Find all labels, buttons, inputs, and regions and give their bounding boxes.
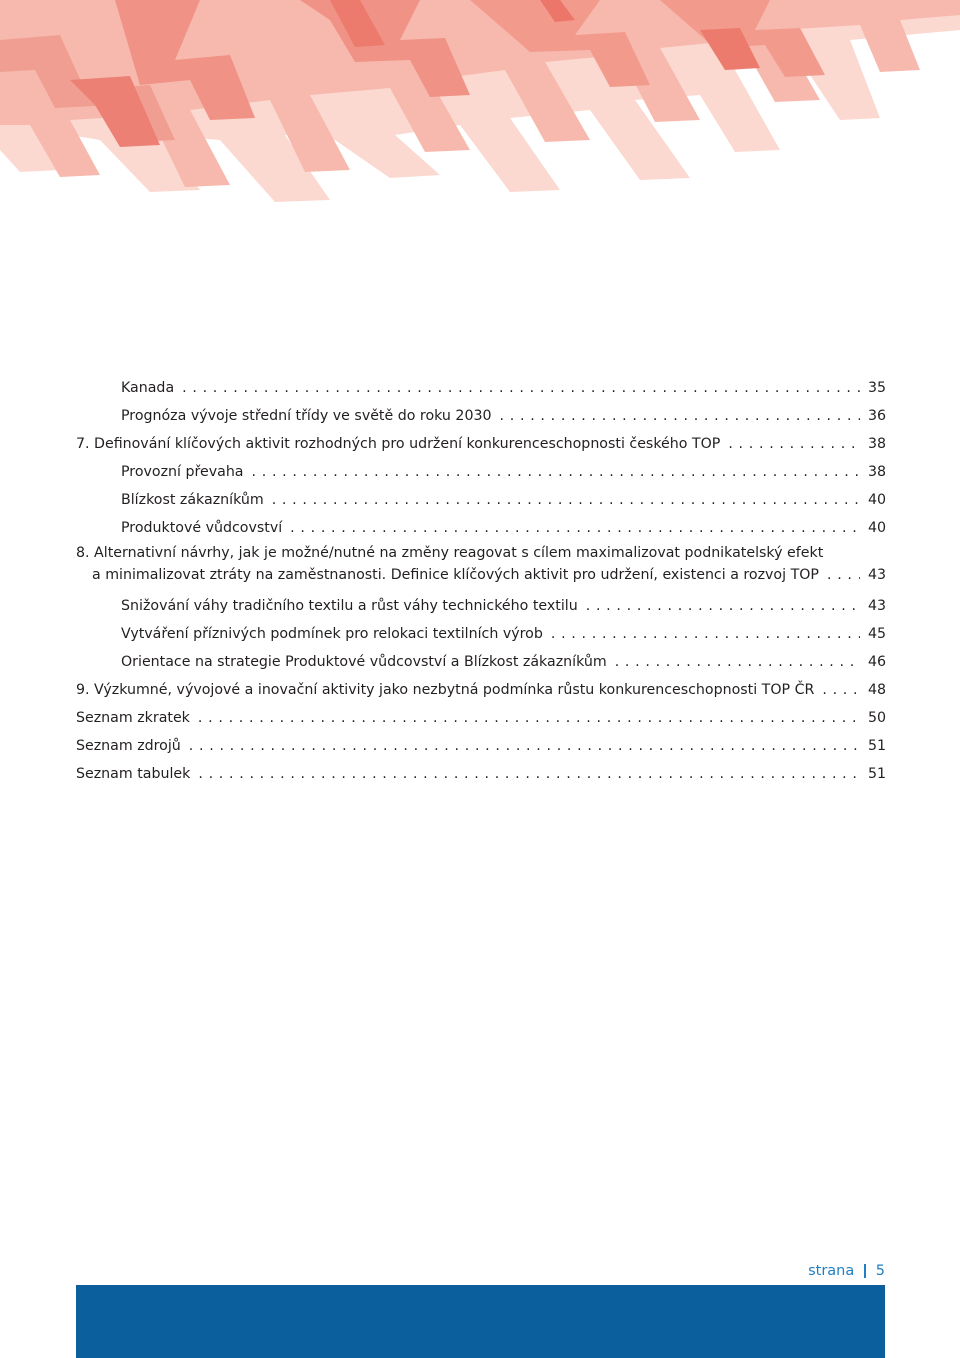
toc-entry-title: 7. Definování klíčových aktivit rozhodných pro udržení konkurenceschopnosti českého TOP xyxy=(76,436,721,452)
dot-leader xyxy=(500,402,860,430)
toc-entry-chapter-8-line1[interactable] xyxy=(76,543,886,564)
toc-entry-blizkost-zakaznikum[interactable] xyxy=(76,486,886,514)
dot-leader xyxy=(728,430,860,458)
toc-entry-page: 36 xyxy=(867,408,886,424)
toc-entry-title: Kanada xyxy=(121,380,175,396)
toc-entry-kanada[interactable] xyxy=(76,374,886,402)
toc-entry-title: Seznam tabulek xyxy=(76,766,191,782)
page-footer-label xyxy=(808,1263,885,1279)
dot-leader xyxy=(189,732,860,760)
toc-entry-page: 45 xyxy=(867,626,886,642)
toc-entry-produktove-vudcovstvi[interactable] xyxy=(76,514,886,542)
decorative-header-pattern xyxy=(0,0,960,210)
toc-entry-page: 43 xyxy=(867,567,886,583)
toc-entry-page: 40 xyxy=(867,520,886,536)
toc-entry-orientace-na-strategie[interactable] xyxy=(76,648,886,676)
toc-entry-page: 38 xyxy=(867,464,886,480)
toc-entry-title: Seznam zdrojů xyxy=(76,738,181,754)
dot-leader xyxy=(551,620,860,648)
toc-entry-page: 35 xyxy=(867,380,886,396)
toc-entry-title: Snižování váhy tradičního textilu a růst váhy technického textilu xyxy=(121,598,578,614)
toc-entry-title: Blízkost zákazníkům xyxy=(121,492,264,508)
toc-entry-chapter-8-line2[interactable] xyxy=(76,564,886,586)
footer-page-word: strana xyxy=(808,1263,855,1279)
toc-entry-title: Seznam zkratek xyxy=(76,710,190,726)
dot-leader xyxy=(827,564,860,586)
footer-color-bar xyxy=(76,1285,885,1358)
dot-leader xyxy=(198,704,860,732)
toc-entry-page: 51 xyxy=(867,766,886,782)
toc-entry-seznam-zkratek[interactable] xyxy=(76,704,886,732)
toc-entry-page: 38 xyxy=(867,436,886,452)
toc-entry-vytvareni-podminek[interactable] xyxy=(76,620,886,648)
dot-leader xyxy=(586,592,860,620)
toc-entry-title: Orientace na strategie Produktové vůdcovství a Blízkost zákazníkům xyxy=(121,654,607,670)
toc-entry-seznam-tabulek[interactable] xyxy=(76,760,886,788)
toc-entry-title: a minimalizovat ztráty na zaměstnanosti. Definice klíčových aktivit pro udržení, existenci a rozvoj TOP xyxy=(92,567,819,583)
toc-entry-title: 8. Alternativní návrhy, jak je možné/nutné na změny reagovat s cílem maximalizovat podnikatelský efekt xyxy=(76,545,824,561)
table-of-contents xyxy=(76,374,886,788)
toc-entry-chapter-7[interactable] xyxy=(76,430,886,458)
toc-entry-title: 9. Výzkumné, vývojové a inovační aktivity jako nezbytná podmínka růstu konkurenceschopnosti TOP ČR xyxy=(76,682,815,698)
toc-entry-page: 51 xyxy=(867,738,886,754)
dot-leader xyxy=(615,648,860,676)
toc-entry-page: 46 xyxy=(867,654,886,670)
toc-entry-page: 50 xyxy=(867,710,886,726)
toc-entry-page: 40 xyxy=(867,492,886,508)
footer-page-number: 5 xyxy=(875,1263,885,1279)
toc-entry-page: 43 xyxy=(867,598,886,614)
toc-entry-snizovani-vahy[interactable] xyxy=(76,592,886,620)
dot-leader xyxy=(252,458,860,486)
toc-entry-title: Provozní převaha xyxy=(121,464,244,480)
toc-entry-title: Prognóza vývoje střední třídy ve světě do roku 2030 xyxy=(121,408,492,424)
toc-entry-chapter-9[interactable] xyxy=(76,676,886,704)
toc-entry-provozni-prevaha[interactable] xyxy=(76,458,886,486)
toc-entry-seznam-zdroju[interactable] xyxy=(76,732,886,760)
toc-entry-prognoza[interactable] xyxy=(76,402,886,430)
dot-leader xyxy=(290,514,860,542)
dot-leader xyxy=(182,374,860,402)
dot-leader xyxy=(272,486,860,514)
toc-entry-title: Vytváření příznivých podmínek pro relokaci textilních výrob xyxy=(121,626,543,642)
toc-entry-title: Produktové vůdcovství xyxy=(121,520,283,536)
toc-entry-page: 48 xyxy=(867,682,886,698)
footer-separator xyxy=(864,1264,866,1278)
dot-leader xyxy=(198,760,860,788)
dot-leader xyxy=(822,676,860,704)
